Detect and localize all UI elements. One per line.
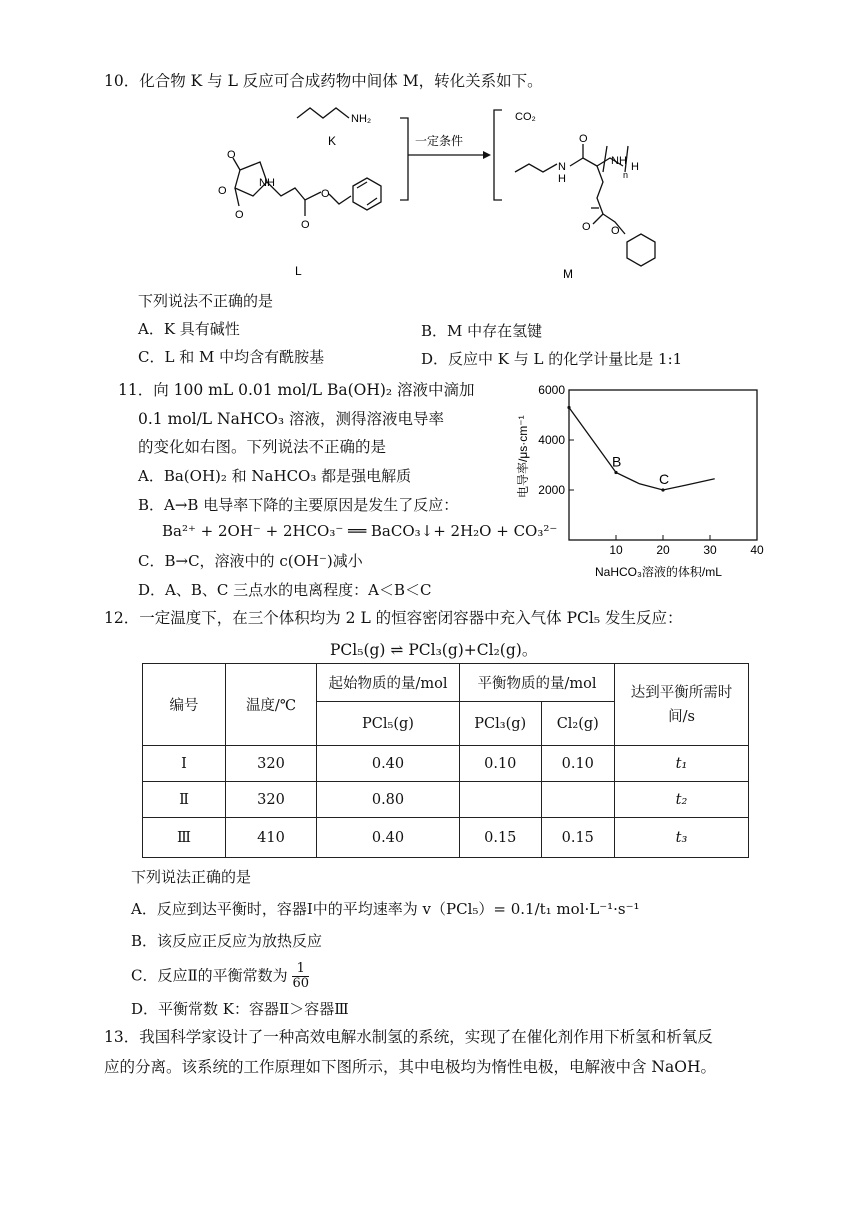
svg-text:NH: NH (259, 177, 275, 189)
y-tick-label: 6000 (538, 383, 565, 397)
data-point (614, 471, 617, 474)
svg-text:H: H (558, 173, 566, 185)
q12-option-d: D．平衡常数 K：容器Ⅱ＞容器Ⅲ (131, 1000, 349, 1018)
q10-prompt: 下列说法不正确的是 (138, 292, 274, 310)
compound-K-structure (297, 108, 349, 118)
q13-line2: 应的分离。该系统的工作原理如下图所示，其中电极均为惰性电极，电解液中含 NaOH。 (104, 1058, 716, 1076)
header-temp: 温度/℃ (226, 664, 317, 746)
svg-text:O: O (321, 188, 330, 200)
product-bracket (494, 110, 502, 200)
svg-text:O: O (579, 133, 588, 145)
header-id: 编号 (143, 664, 226, 746)
conductivity-chart (505, 380, 775, 585)
label-M: M (563, 267, 573, 281)
co2-label: CO₂ (515, 111, 536, 123)
q13-line1: 13．我国科学家设计了一种高效电解水制氢的系统，实现了在催化剂作用下析氢和析氧反 (104, 1028, 713, 1046)
q11-option-b-equation: Ba²⁺ + 2OH⁻ + 2HCO₃⁻ ══ BaCO₃↓+ 2H₂O + CO₃²⁻ (162, 522, 558, 540)
q10-reaction-scheme (215, 100, 685, 290)
table-row: Ⅱ 320 0.80 t₂ (143, 782, 749, 818)
q10-option-b: B．M 中存在氢键 (421, 322, 543, 340)
svg-text:O: O (218, 185, 227, 197)
q11-option-d: D．A、B、C 三点水的电离程度：A＜B＜C (138, 581, 432, 599)
q11-option-a: A．Ba(OH)₂ 和 NaHCO₃ 都是强电解质 (138, 467, 412, 485)
svg-text:O: O (611, 225, 620, 237)
svg-text:O: O (227, 149, 236, 161)
q12-data-table (142, 663, 749, 858)
x-tick-label: 40 (750, 543, 764, 557)
q12-option-b: B．该反应正反应为放热反应 (131, 932, 323, 950)
data-point (567, 406, 570, 409)
x-axis-label: NaHCO₃溶液的体积/mL (595, 565, 722, 579)
y-tick-label: 2000 (538, 483, 565, 497)
label-K: K (328, 134, 337, 148)
q12-equation: PCl₅(g) ⇌ PCl₃(g)+Cl₂(g)。 (330, 641, 538, 659)
svg-text:n: n (623, 170, 629, 180)
q10-stem: 10．化合物 K 与 L 反应可合成药物中间体 M，转化关系如下。 (104, 72, 543, 90)
svg-text:H: H (631, 161, 639, 173)
compound-L-structure (233, 158, 381, 216)
point-label-b: B (612, 453, 622, 470)
header-start: 起始物质的量/mol (317, 664, 460, 702)
header-cl2: Cl₂(g) (541, 702, 614, 746)
q12-stem: 12．一定温度下，在三个体积均为 2 L 的恒容密闭容器中充入气体 PCl₅ 发生反应： (104, 609, 683, 627)
y-tick-label: 4000 (538, 433, 565, 447)
header-time: 达到平衡所需时间/s (615, 664, 749, 746)
reactant-bracket (400, 118, 408, 200)
q11-option-b: B．A→B 电导率下降的主要原因是发生了反应： (138, 496, 459, 514)
svg-text:O: O (582, 221, 591, 233)
q12-option-c: C．反应Ⅱ的平衡常数为 $\frac{1}{60}$ (131, 961, 310, 991)
point-label-c: C (659, 471, 670, 487)
conductivity-curve (569, 408, 715, 491)
x-tick-label: 10 (609, 543, 623, 557)
x-tick-label: 30 (703, 543, 717, 557)
label-L: L (295, 264, 302, 278)
svg-text:O: O (235, 209, 244, 221)
y-axis-label: 电导率/μs·cm⁻¹ (516, 415, 530, 498)
svg-text:NH: NH (611, 155, 627, 167)
data-point (661, 488, 664, 491)
q12-option-a: A．反应到达平衡时，容器Ⅰ中的平均速率为 v（PCl₅）= 0.1/t₁ mol·L⁻¹·s⁻¹ (131, 900, 640, 918)
header-pcl3: PCl₃(g) (460, 702, 542, 746)
q11-line1: 11．向 100 mL 0.01 mol/L Ba(OH)₂ 溶液中滴加 (118, 381, 475, 399)
svg-text:N: N (558, 161, 566, 173)
q10-option-a: A．K 具有碱性 (138, 320, 240, 338)
fraction: $\frac{1}{60}$ (292, 961, 310, 991)
q12-prompt: 下列说法正确的是 (131, 868, 252, 886)
q11-option-c: C．B→C，溶液中的 c(OH⁻)减小 (138, 552, 363, 570)
header-equilibrium: 平衡物质的量/mol (460, 664, 615, 702)
condition-label: 一定条件 (415, 134, 464, 148)
svg-text:O: O (301, 219, 310, 231)
header-pcl5: PCl₅(g) (317, 702, 460, 746)
table-row: Ⅲ 410 0.40 0.15 0.15 t₃ (143, 818, 749, 858)
chart-frame (569, 390, 757, 540)
q10-option-c: C．L 和 M 中均含有酰胺基 (138, 348, 325, 366)
x-tick-label: 20 (656, 543, 670, 557)
q11-line3: 的变化如右图。下列说法不正确的是 (138, 438, 387, 456)
k-nh2-label: NH₂ (351, 113, 372, 125)
table-row: Ⅰ 320 0.40 0.10 0.10 t₁ (143, 746, 749, 782)
q10-option-d: D．反应中 K 与 L 的化学计量比是 1:1 (421, 350, 683, 368)
q11-line2: 0.1 mol/L NaHCO₃ 溶液，测得溶液电导率 (138, 410, 445, 428)
